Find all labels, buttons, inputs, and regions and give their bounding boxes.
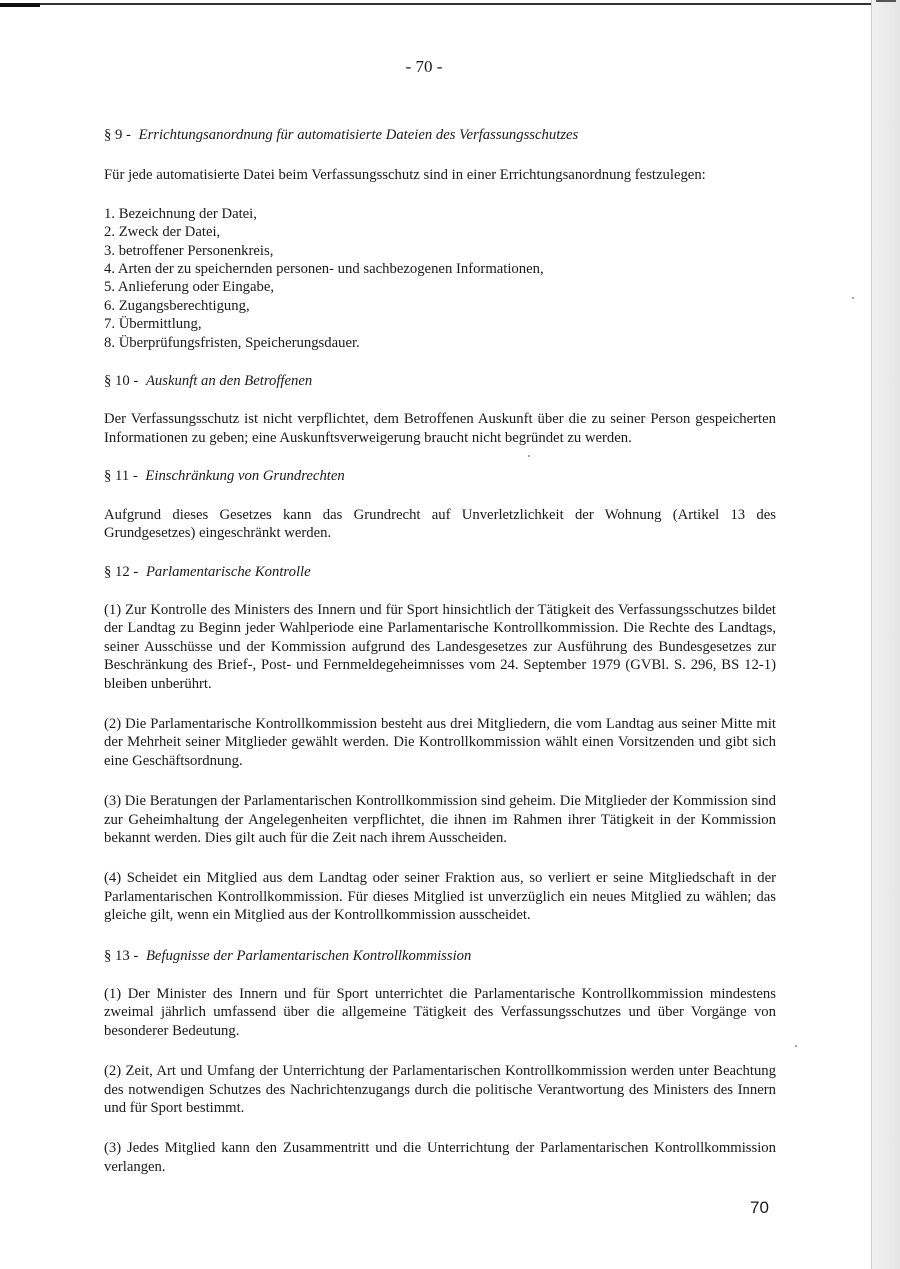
section-number: § 12 - [104,563,139,580]
document-body [104,126,776,1198]
list-item: 6. Zugangsberechtigung, [104,297,250,314]
paragraph: (4) Scheidet ein Mitglied aus dem Landtag oder seiner Fraktion aus, so verliert er seine Mitgliedschaft in der Parlamentarischen Kontrollkommission. Für dieses Mitglied ist unverzüglich ein neues Mitglied zu wählen; das gleiche gilt, wenn ein Mitglied aus der Kontrollkommission ausscheidet. [104,870,776,924]
list-item: 4. Arten der zu speichernden personen- und sachbezogenen Informationen, [104,261,544,278]
section-9-intro: Für jede automatisierte Datei beim Verfassungsschutz sind in einer Errichtungsanordnung festzulegen: [104,167,706,184]
list-item: 5. Anlieferung oder Eingabe, [104,279,275,296]
list-item: 2. Zweck der Datei, [104,224,221,241]
paragraph: (3) Jedes Mitglied kann den Zusammentritt und die Unterrichtung der Parlamentarischen Kontrollkommission verlangen. [104,1140,776,1175]
list-item: 8. Überprüfungsfristen, Speicherungsdauer. [104,334,360,351]
section-heading-11 [104,467,776,485]
section-title: Befugnisse der Parlamentarischen Kontrollkommission [145,947,472,964]
paragraph: (1) Zur Kontrolle des Ministers des Innern und für Sport hinsichtlich der Tätigkeit des Verfassungsschutzes bildet der Landtag zu Beginn jeder Wahlperiode eine Parlamentarische Kontrollkommission. Die Rechte des Landtags, seiner Ausschüsse und der Kommission aufgrund des Landesgesetzes zur Ausführung des Bundesgesetzes zur Beschränkung des Brief-, Post- und Fernmeldegeheimnisses vom 24. September 1979 (GVBl. S. 296, BS 12-1) bleiben unberührt. [104,601,776,692]
section-heading-13 [104,947,776,965]
section-number: § 11 - [104,468,138,485]
section-heading-9 [104,126,776,144]
paragraph: (3) Die Beratungen der Parlamentarischen Kontrollkommission sind geheim. Die Mitglieder der Kommission sind zur Geheimhaltung der Angelegenheiten verpflichtet, die ihnen im Rahmen ihrer Tätigkeit in der Kommission bekannt werden. Dies gilt auch für die Zeit nach ihrem Ausscheiden. [104,793,776,846]
paragraph: Der Verfassungsschutz ist nicht verpflichtet, dem Betroffenen Auskunft über die zu seiner Person gespeicherten Informationen zu geben; eine Auskunftsverweigerung braucht nicht begründet zu werden. [104,411,776,446]
scan-speck [852,297,854,299]
section-number: § 10 - [104,373,139,390]
page-edge [871,0,900,1269]
section-9-list [104,205,776,352]
page-edge-mark [876,0,896,16]
list-item: 3. betroffener Personenkreis, [104,242,274,259]
section-title: Einschränkung von Grundrechten [145,468,345,485]
section-title: Errichtungsanordnung für automatisierte Dateien des Verfassungsschutzes [138,127,579,143]
scan-speck [528,455,530,457]
page-number-footer: 70 [750,1198,769,1217]
scan-speck [795,1045,797,1047]
page-number-header: - 70 - [405,57,443,76]
paragraph: (2) Zeit, Art und Umfang der Unterrichtung der Parlamentarischen Kontrollkommission werden unter Beachtung des notwendigen Schutzes des Nachrichtenzugangs durch die politische Verantwortung des Ministers des Innern und für Sport bestimmt. [104,1063,776,1117]
section-heading-12 [104,563,776,581]
section-number: § 9 - [104,127,131,143]
section-number: § 13 - [104,947,139,964]
paragraph: (2) Die Parlamentarische Kontrollkommission besteht aus drei Mitgliedern, die vom Landtag aus seiner Mitte mit der Mehrheit seiner Mitglieder gewählt werden. Die Kontrollkommission wählt einen Vorsitzenden und gibt sich eine Geschäftsordnung. [104,715,776,769]
list-item: 7. Übermittlung, [104,316,202,333]
section-heading-10 [104,372,776,390]
paragraph: (1) Der Minister des Innern und für Sport unterrichtet die Parlamentarische Kontrollkommission mindestens zweimal jährlich umfassend über die allgemeine Tätigkeit des Verfassungsschutzes und über Vorgänge von besonderer Bedeutung. [104,986,776,1039]
list-item: 1. Bezeichnung der Datei, [104,205,257,222]
section-title: Auskunft an den Betroffenen [145,373,313,390]
paragraph: Aufgrund dieses Gesetzes kann das Grundrecht auf Unverletzlichkeit der Wohnung (Artikel 13 des Grundgesetzes) eingeschränkt werden. [104,506,776,542]
top-rule-mark [0,3,40,7]
top-rule [0,3,895,5]
section-title: Parlamentarische Kontrolle [145,563,311,580]
